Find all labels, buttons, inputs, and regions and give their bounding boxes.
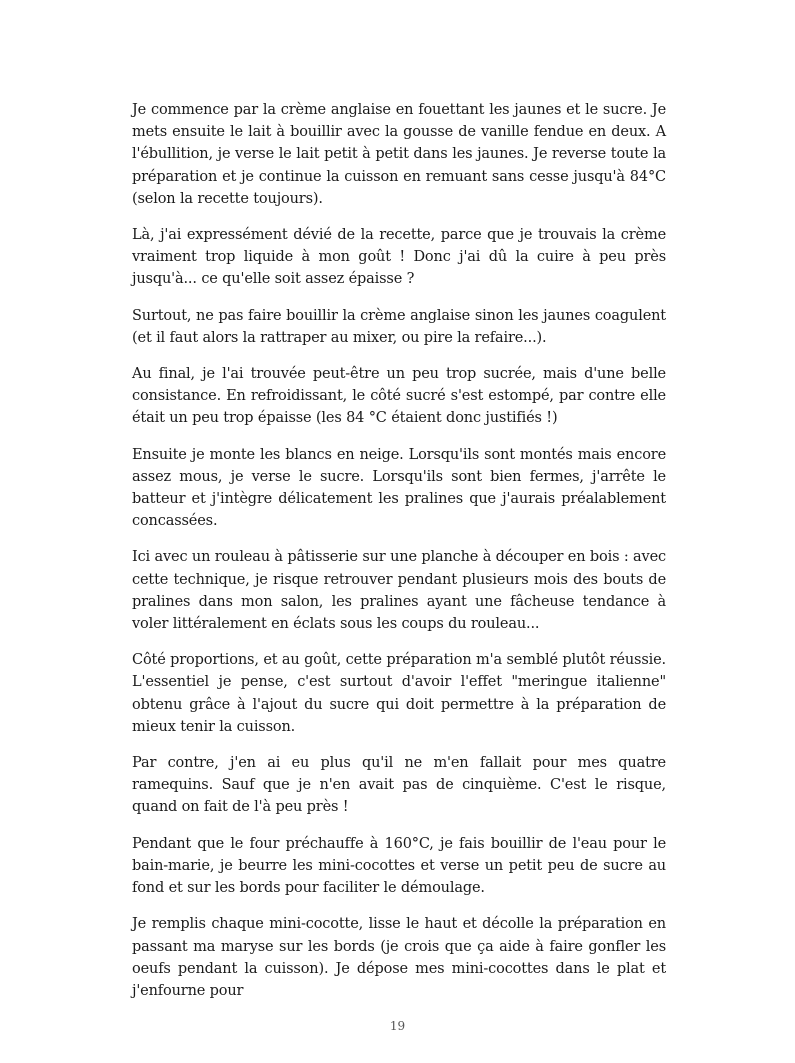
paragraph-6: Ici avec un rouleau à pâtisserie sur une planche à découper en bois : avec cette technique, je risque retrouver pendant plusieurs mois des bouts de pralines dans mon salon, les pralines ayant une fâcheuse tendance à voler littéralement en éclats sous les coups du rouleau... — [132, 549, 666, 633]
paragraph-1: Je commence par la crème anglaise en fouettant les jaunes et le sucre. Je mets ensuite le lait à bouillir avec la gousse de vanille fendue en deux. A l'ébullition, je verse le lait petit à petit dans les jaunes. Je reverse toute la préparation et je continue la cuisson en remuant sans cesse jusqu'à 84°C (selon la recette toujours). — [132, 102, 666, 207]
paragraph-2: Là, j'ai expressément dévié de la recette, parce que je trouvais la crème vraiment trop liquide à mon goût ! Donc j'ai dû la cuire à peu près jusqu'à... ce qu'elle soit assez épaisse ? — [132, 227, 666, 288]
paragraph-4: Au final, je l'ai trouvée peut-être un peu trop sucrée, mais d'une belle consistance. En refroidissant, le côté sucré s'est estompé, par contre elle était un peu trop épaisse (les 84 °C étaient donc justifiés !) — [132, 366, 666, 427]
page-number: 19 — [389, 1019, 406, 1033]
paragraph-8: Par contre, j'en ai eu plus qu'il ne m'en fallait pour mes quatre ramequins. Sauf que je n'en avait pas de cinquième. C'est le risque, quand on fait de l'à peu près ! — [132, 755, 666, 816]
paragraph-7: Côté proportions, et au goût, cette préparation m'a semblé plutôt réussie. L'essentiel je pense, c'est surtout d'avoir l'effet "meringue italienne" obtenu grâce à l'ajout du sucre qui doit permettre à la préparation de mieux tenir la cuisson. — [132, 652, 666, 735]
paragraph-9: Pendant que le four préchauffe à 160°C, je fais bouillir de l'eau pour le bain-marie, je beurre les mini-cocottes et verse un petit peu de sucre au fond et sur les bords pour faciliter le démoulage. — [132, 835, 666, 897]
paragraph-5: Ensuite je monte les blancs en neige. Lorsqu'ils sont montés mais encore assez mous, je verse le sucre. Lorsqu'ils sont bien fermes, j'arrête le batteur et j'intègre délicatement les pralines que j'aurais préalablement concassées. — [132, 446, 666, 530]
paragraph-10: Je remplis chaque mini-cocotte, lisse le haut et décolle la préparation en passant ma maryse sur les bords (je crois que ça aide à faire gonfler les oeufs pendant la cuisson). Je dépose mes mini-cocottes dans le plat et j'enfourne pour — [132, 916, 666, 999]
body-text — [132, 99, 666, 1016]
paragraph-3: Surtout, ne pas faire bouillir la crème anglaise sinon les jaunes coagulent (et il faut alors la rattraper au mixer, ou pire la refaire...). — [132, 307, 666, 346]
